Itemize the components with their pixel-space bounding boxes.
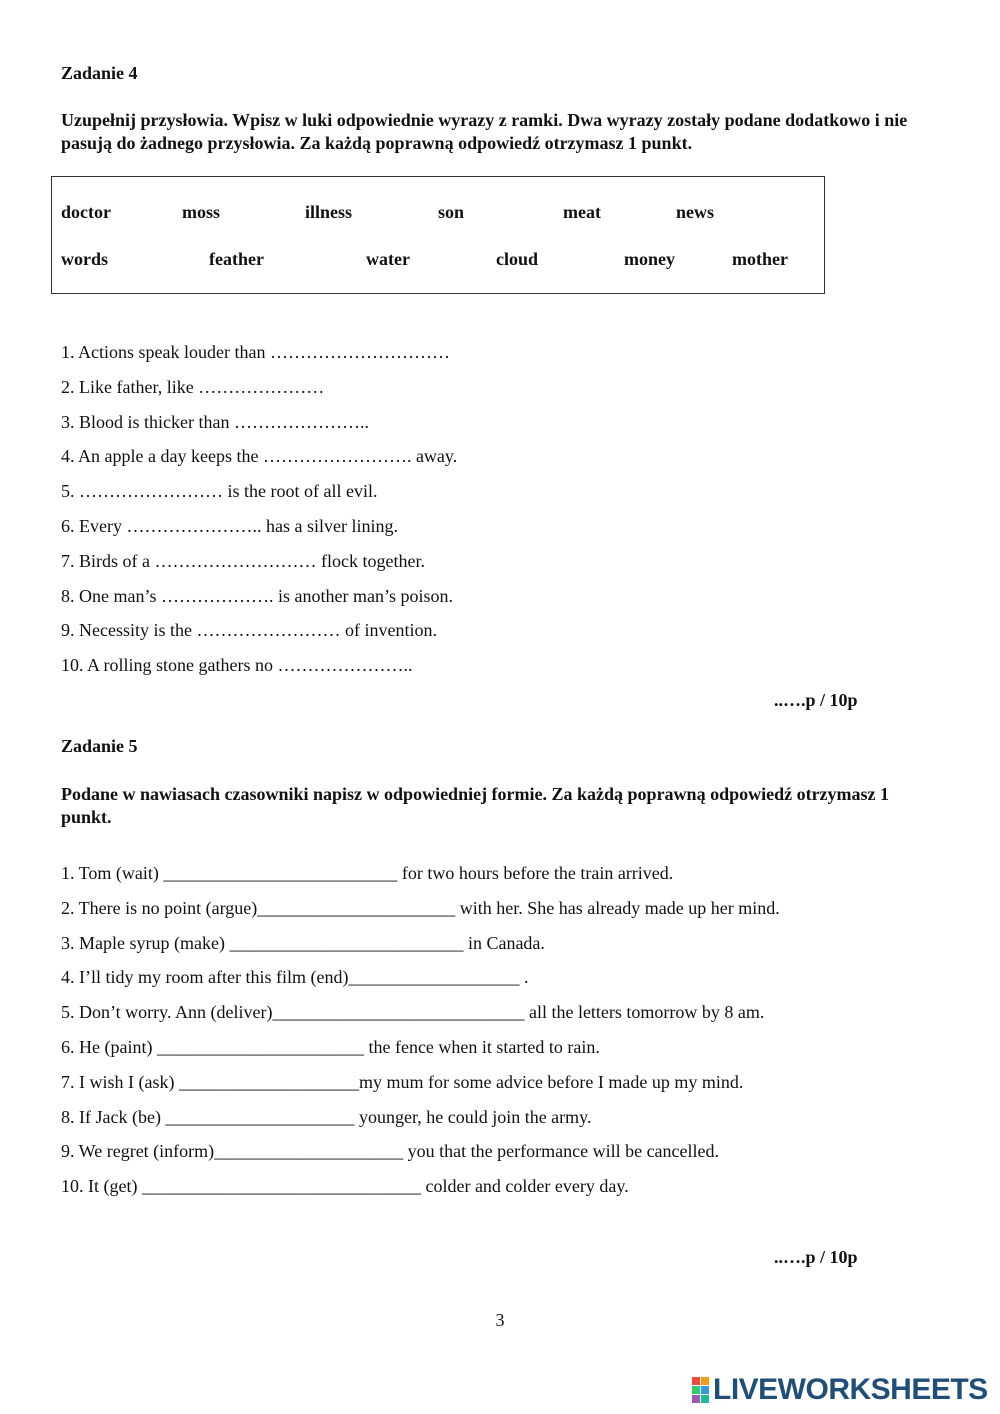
exercise-item: 8. One man’s ………………. is another man’s poison.: [61, 585, 453, 606]
exercise-item: 4. An apple a day keeps the ……………………. away.: [61, 446, 458, 467]
word-box-word: moss: [182, 202, 221, 222]
word-box: [51, 176, 825, 294]
logo-text: LIVEWORKSHEETS: [713, 1373, 988, 1406]
exercise-item: 9. Necessity is the …………………… of invention.: [61, 620, 437, 641]
exercise-item: 6. He (paint) _______________________ the fence when it started to rain.: [61, 1037, 600, 1057]
logo-mark-square: [692, 1386, 700, 1394]
exercise-item: 2. Like father, like …………………: [61, 376, 325, 397]
liveworksheets-logo: [692, 1373, 988, 1407]
logo-mark-square: [692, 1377, 700, 1385]
exercise-item: 1. Tom (wait) __________________________ for two hours before the train arrived.: [61, 863, 674, 883]
word-box-word: cloud: [496, 249, 539, 269]
exercise-item: 8. If Jack (be) _____________________ younger, he could join the army.: [61, 1106, 592, 1127]
page-number: 3: [495, 1310, 505, 1330]
task4-title: Zadanie 4: [61, 63, 138, 83]
word-box-word: meat: [563, 202, 601, 222]
exercise-item: 7. Birds of a ……………………… flock together.: [61, 550, 425, 571]
word-box-word: mother: [732, 249, 788, 269]
logo-mark-icon: [692, 1377, 709, 1403]
exercise-item: 7. I wish I (ask) ____________________my mum for some advice before I made up my mind.: [61, 1071, 744, 1092]
logo-mark-square: [692, 1395, 700, 1403]
logo-mark-square: [701, 1395, 709, 1403]
task5-instruction: Podane w nawiasach czasowniki napisz w odpowiedniej formie. Za każdą poprawną odpowiedź otrzymasz 1 punkt.: [61, 784, 890, 827]
exercise-item: 10. A rolling stone gathers no …………………..: [61, 655, 413, 676]
exercise-item: 5. …………………… is the root of all evil.: [61, 481, 378, 502]
exercise-item: 3. Maple syrup (make) __________________________ in Canada.: [61, 932, 545, 953]
logo-mark-square: [701, 1377, 709, 1385]
exercise-item: 3. Blood is thicker than …………………..: [61, 411, 369, 432]
task5-title: Zadanie 5: [61, 736, 138, 756]
word-box-word: son: [438, 202, 465, 222]
logo-mark-square: [701, 1386, 709, 1394]
task4-instruction: Uzupełnij przysłowia. Wpisz w luki odpowiednie wyrazy z ramki. Dwa wyrazy zostały podane dodatkowo i nie pasują do żadnego przysłowia. Za każdą poprawną odpowiedź otrzymasz 1 punkt.: [61, 110, 908, 153]
exercise-item: 2. There is no point (argue)______________________ with her. She has already made up her mind.: [61, 897, 780, 918]
exercise-item: 9. We regret (inform)_____________________ you that the performance will be cancelled.: [61, 1141, 720, 1162]
exercise-item: 1. Actions speak louder than …………………………: [61, 342, 450, 362]
word-box-word: news: [676, 202, 715, 222]
task5-score: ..….p / 10p: [774, 1247, 858, 1267]
task4-score: ..….p / 10p: [774, 690, 858, 710]
exercise-item: 4. I’ll tidy my room after this film (end)___________________ .: [61, 967, 529, 988]
exercise-item: 5. Don’t worry. Ann (deliver)____________________________ all the letters tomorrow by 8 am.: [61, 1002, 765, 1023]
word-box-word: money: [624, 249, 675, 269]
word-box-word: words: [61, 249, 109, 269]
exercise-item: 10. It (get) _______________________________ colder and colder every day.: [61, 1176, 629, 1197]
word-box-word: water: [366, 249, 410, 269]
word-box-word: illness: [305, 202, 353, 222]
word-box-word: feather: [209, 249, 264, 269]
exercise-item: 6. Every ………………….. has a silver lining.: [61, 516, 398, 536]
word-box-word: doctor: [61, 202, 111, 222]
